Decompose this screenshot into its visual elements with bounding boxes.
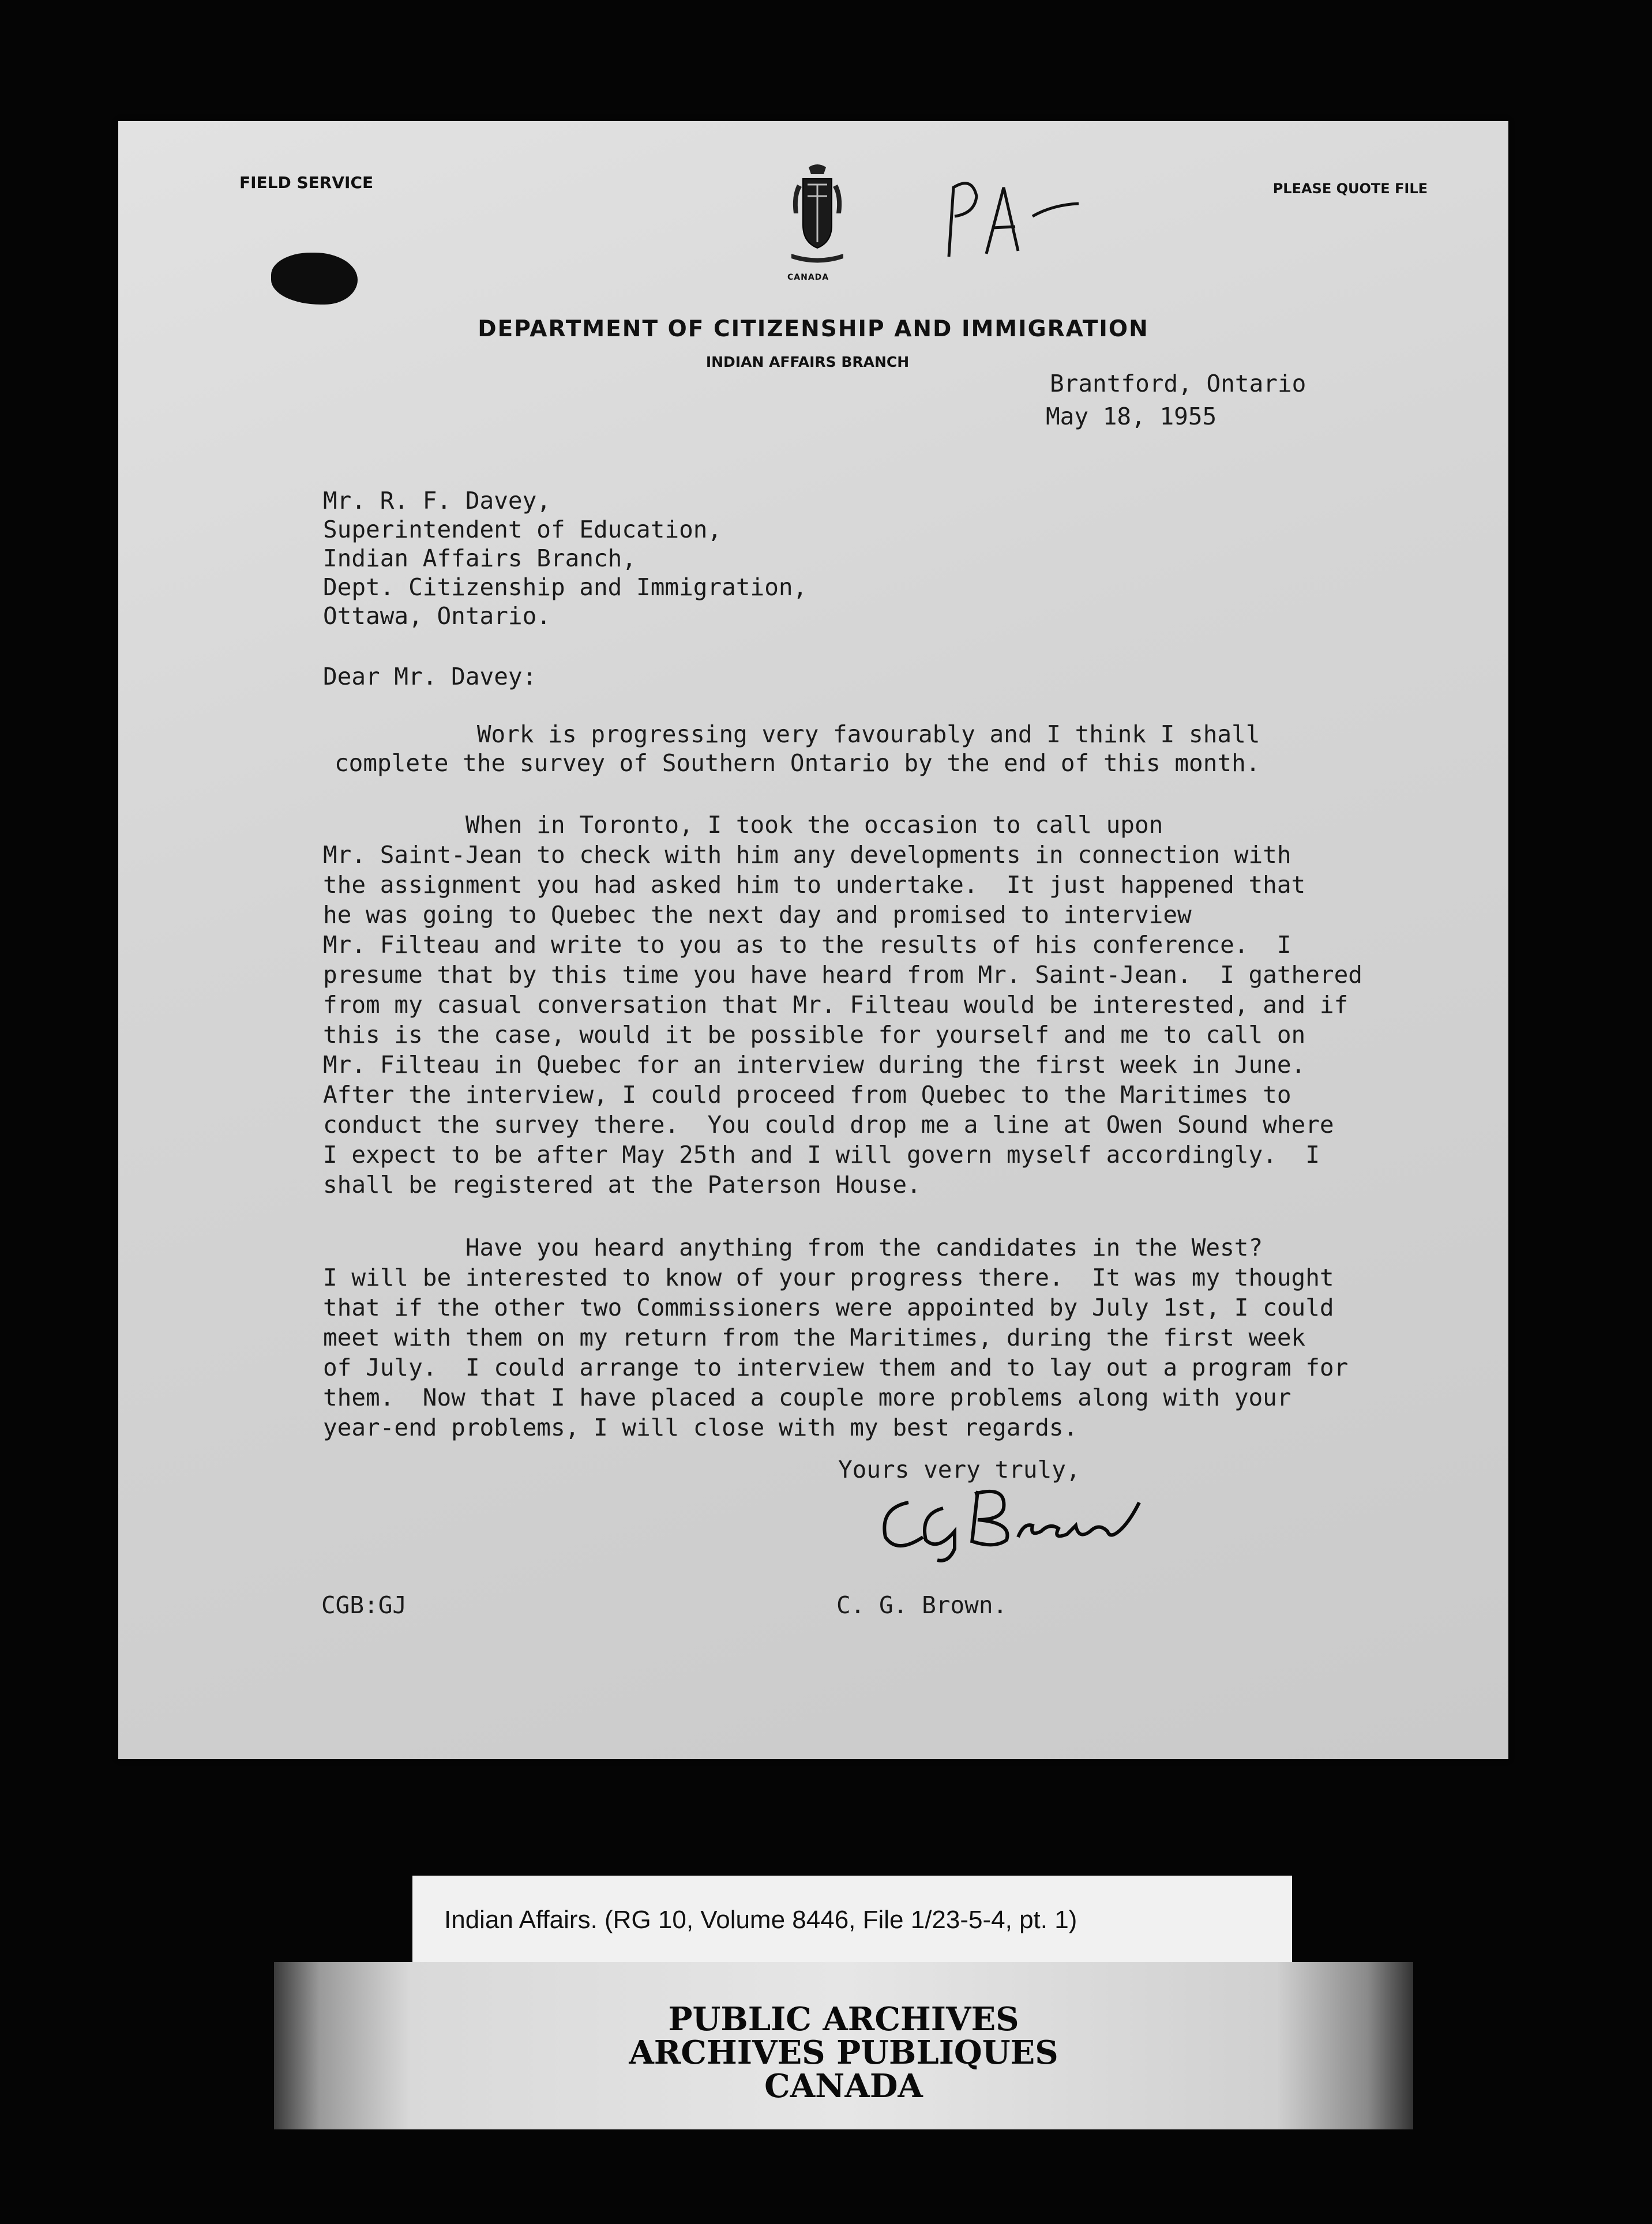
- recipient-line: Indian Affairs Branch,: [323, 544, 637, 572]
- please-quote-file-label: PLEASE QUOTE FILE: [1272, 181, 1428, 197]
- paragraph-line: Have you heard anything from the candidates in the West?: [323, 1234, 1263, 1261]
- paragraph-line: complete the survey of Southern Ontario by the end of this month.: [335, 749, 1260, 777]
- paragraph-line: the assignment you had asked him to undertake. It just happened that: [323, 871, 1306, 899]
- paragraph-line: conduct the survey there. You could drop me a line at Owen Sound where: [323, 1111, 1334, 1139]
- handwritten-signature: [868, 1468, 1168, 1566]
- archive-line-2: ARCHIVES PUBLIQUES: [629, 2034, 1058, 2072]
- paragraph-line: year-end problems, I will close with my best regards.: [323, 1414, 1078, 1441]
- department-name: DEPARTMENT OF CITIZENSHIP AND IMMIGRATION: [478, 316, 1149, 342]
- paragraph-line: them. Now that I have placed a couple more problems along with your: [323, 1384, 1291, 1411]
- handwritten-file-mark: [932, 170, 1087, 262]
- paragraph-line: Mr. Saint-Jean to check with him any developments in connection with: [323, 841, 1291, 869]
- ink-blot: [271, 253, 358, 305]
- typist-initials: CGB:GJ: [321, 1591, 407, 1619]
- paragraph-line: from my casual conversation that Mr. Filteau would be interested, and if: [323, 991, 1349, 1019]
- coat-of-arms-icon: [786, 161, 849, 268]
- closing: Yours very truly,: [838, 1456, 1080, 1483]
- paragraph-line: Work is progressing very favourably and I think I shall: [335, 720, 1260, 748]
- paragraph-line: shall be registered at the Paterson House.: [323, 1171, 921, 1199]
- canada-crest-label: CANADA: [787, 273, 829, 282]
- paragraph-line: that if the other two Commissioners were appointed by July 1st, I could: [323, 1294, 1334, 1321]
- letter-place: Brantford, Ontario: [1050, 370, 1306, 397]
- paragraph-line: presume that by this time you have heard from Mr. Saint-Jean. I gathered: [323, 961, 1362, 989]
- archive-stamp: [274, 1962, 1413, 2129]
- paragraph-line: I expect to be after May 25th and I will govern myself accordingly. I: [323, 1141, 1320, 1169]
- paragraph-line: of July. I could arrange to interview them and to lay out a program for: [323, 1354, 1349, 1381]
- salutation: Dear Mr. Davey:: [323, 663, 537, 690]
- letter-date: May 18, 1955: [1046, 403, 1217, 430]
- signature-name: C. G. Brown.: [836, 1591, 1008, 1619]
- paragraph-line: Mr. Filteau in Quebec for an interview during the first week in June.: [323, 1051, 1306, 1079]
- paragraph-line: When in Toronto, I took the occasion to call upon: [323, 811, 1163, 839]
- paragraph-line: I will be interested to know of your progress there. It was my thought: [323, 1264, 1334, 1291]
- recipient-line: Superintendent of Education,: [323, 516, 722, 543]
- paragraph-line: Mr. Filteau and write to you as to the results of his conference. I: [323, 931, 1291, 959]
- archive-reference: Indian Affairs. (RG 10, Volume 8446, File 1/23-5-4, pt. 1): [444, 1906, 1077, 1934]
- field-service-label: FIELD SERVICE: [239, 173, 374, 192]
- archive-line-1: PUBLIC ARCHIVES: [668, 2000, 1019, 2038]
- recipient-line: Mr. R. F. Davey,: [323, 487, 551, 514]
- branch-name: INDIAN AFFAIRS BRANCH: [705, 354, 910, 370]
- paragraph-line: meet with them on my return from the Maritimes, during the first week: [323, 1324, 1306, 1351]
- archive-reference-label: [412, 1876, 1292, 1962]
- paragraph-line: he was going to Quebec the next day and promised to interview: [323, 901, 1192, 929]
- paragraph-line: After the interview, I could proceed from Quebec to the Maritimes to: [323, 1081, 1291, 1109]
- archive-line-3: CANADA: [764, 2067, 923, 2105]
- letter-page: [118, 121, 1508, 1759]
- recipient-line: Dept. Citizenship and Immigration,: [323, 573, 808, 601]
- recipient-line: Ottawa, Ontario.: [323, 602, 551, 630]
- paragraph-line: this is the case, would it be possible for yourself and me to call on: [323, 1021, 1306, 1049]
